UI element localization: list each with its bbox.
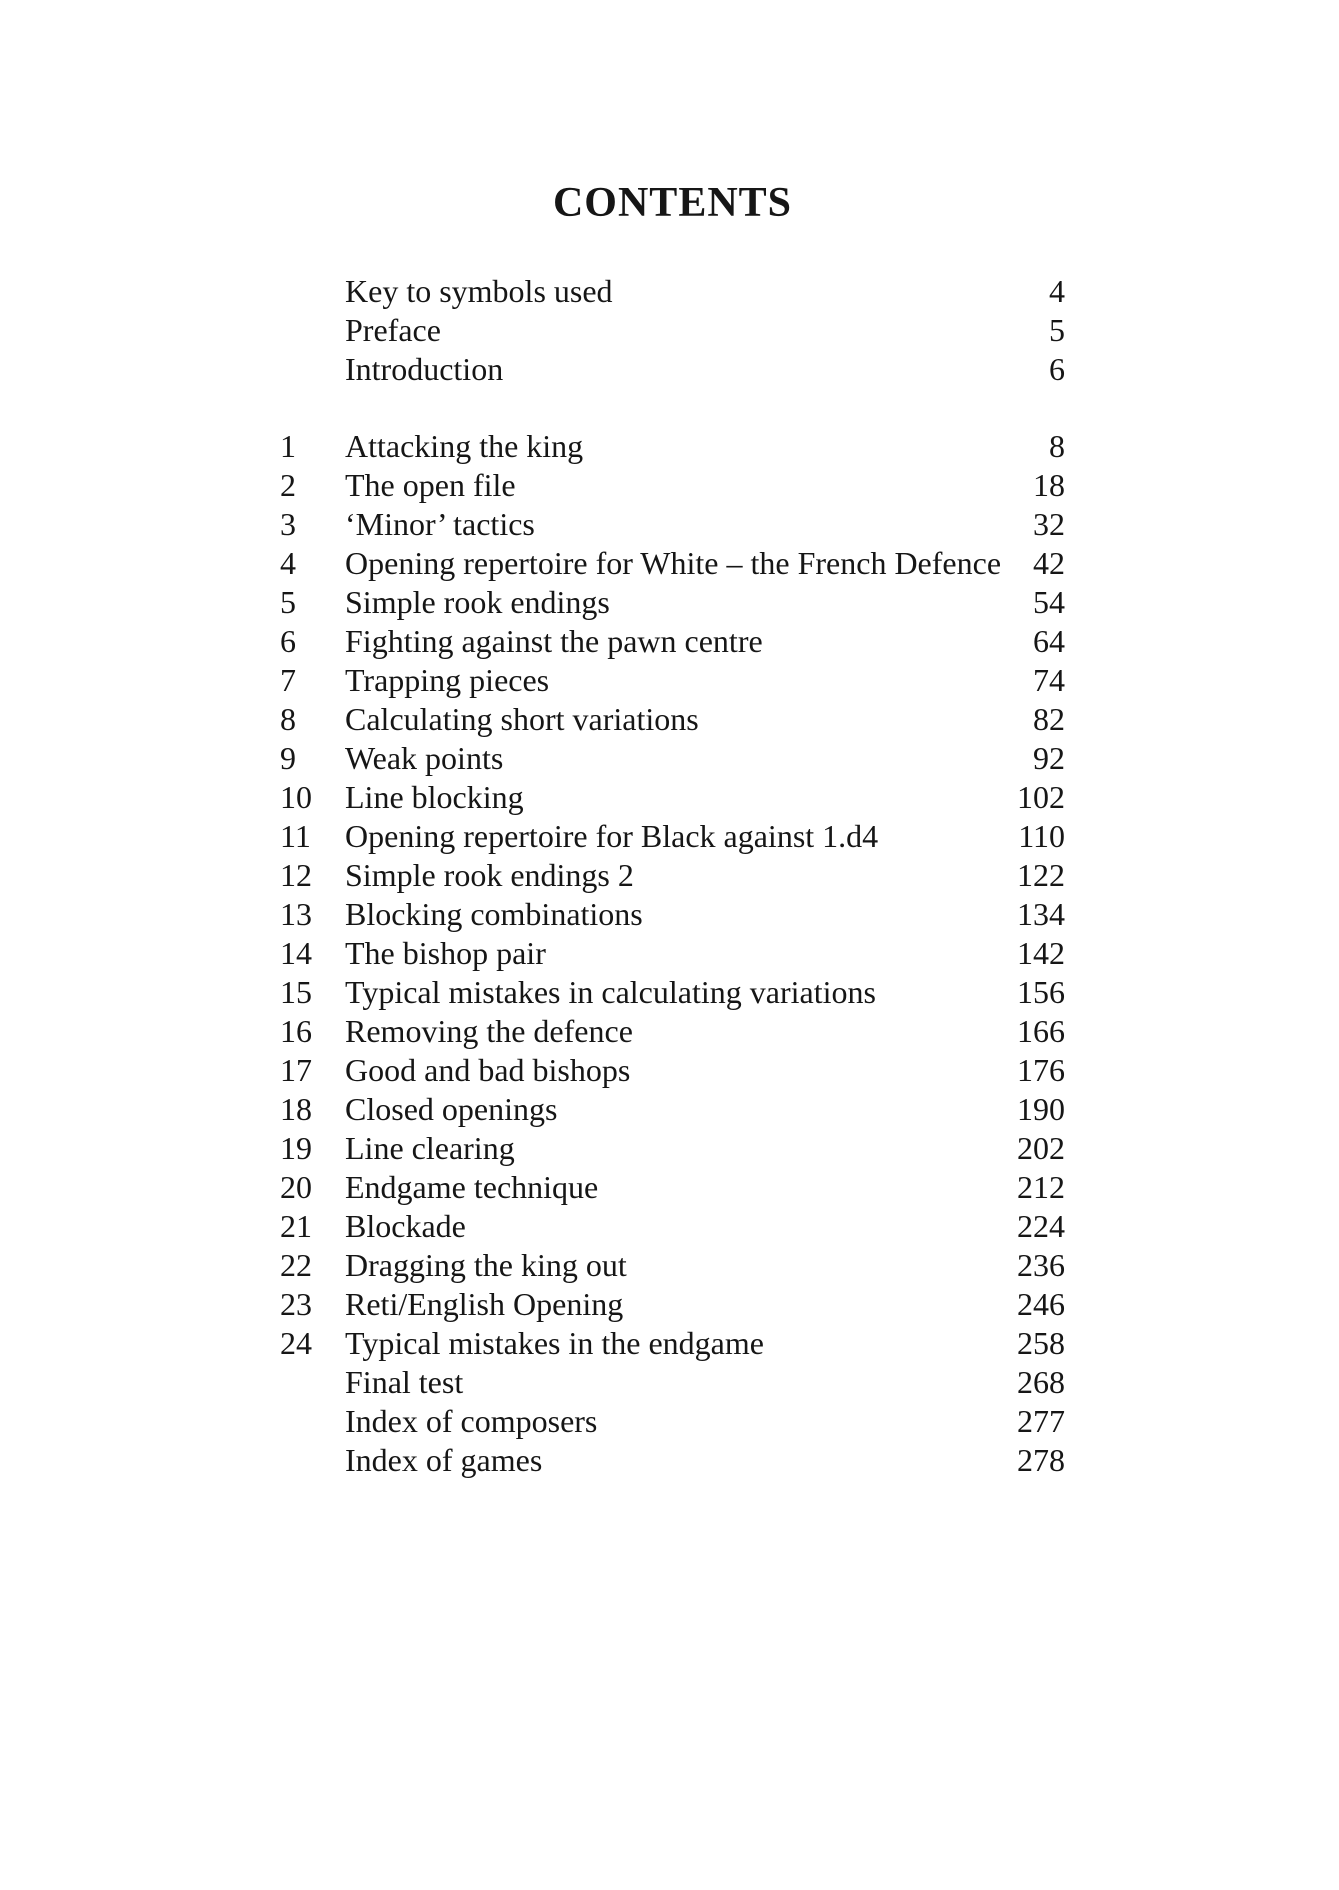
toc-entry [280, 700, 1065, 739]
toc-entry [280, 505, 1065, 544]
toc-entry-page: 268 [1017, 1364, 1065, 1400]
toc-entry-number: 20 [280, 1169, 312, 1205]
toc-entry [280, 1402, 1065, 1441]
toc-entry-page: 134 [1017, 896, 1065, 932]
toc-content [280, 0, 1065, 1480]
toc-entry-number: 19 [280, 1130, 312, 1166]
toc-entry-number: 23 [280, 1286, 312, 1322]
toc-entry-number: 4 [280, 545, 296, 581]
toc-entry-page: 166 [1017, 1013, 1065, 1049]
toc-entry [280, 544, 1065, 583]
toc-entry-title: Blocking combinations [345, 896, 643, 932]
toc-entry-title: Typical mistakes in the endgame [345, 1325, 764, 1361]
toc-entry-title: Removing the defence [345, 1013, 633, 1049]
toc-entry [280, 466, 1065, 505]
toc-entry-page: 142 [1017, 935, 1065, 971]
toc-entry-title: Attacking the king [345, 428, 584, 464]
toc-entry-page: 8 [1049, 428, 1065, 464]
toc-entry-title: Blockade [345, 1208, 466, 1244]
toc-entry-title: Reti/English Opening [345, 1286, 624, 1322]
toc-entry-title: Preface [345, 312, 441, 348]
toc-entry-page: 92 [1033, 740, 1065, 776]
toc-entry-number: 18 [280, 1091, 312, 1127]
toc-entry-number: 11 [280, 818, 311, 854]
toc-entry-page: 42 [1033, 545, 1065, 581]
toc-entry [280, 817, 1065, 856]
toc-entry-number: 9 [280, 740, 296, 776]
toc-entry-title: Opening repertoire for White – the French Defence [345, 545, 1002, 581]
toc-entry-number: 10 [280, 779, 312, 815]
toc-entry [280, 1441, 1065, 1480]
toc-entry-page: 156 [1017, 974, 1065, 1010]
page-title: CONTENTS [552, 180, 793, 226]
toc-entry [280, 1129, 1065, 1168]
toc-entry [280, 427, 1065, 466]
toc-entry-number: 15 [280, 974, 312, 1010]
toc-entry [280, 1012, 1065, 1051]
toc-entry-page: 5 [1049, 312, 1065, 348]
toc-entry-page: 4 [1049, 273, 1065, 309]
toc-entry-page: 102 [1017, 779, 1065, 815]
toc-entry-page: 176 [1017, 1052, 1065, 1088]
toc-entry-number: 3 [280, 506, 296, 542]
toc-entry [280, 622, 1065, 661]
toc-entry [280, 272, 1065, 311]
toc-entry-number: 17 [280, 1052, 312, 1088]
toc-entry-page: 64 [1033, 623, 1065, 659]
toc-entry [280, 1246, 1065, 1285]
toc-entry-page: 277 [1017, 1403, 1065, 1439]
toc-entry-title: Line blocking [345, 779, 524, 815]
toc-entry-title: Typical mistakes in calculating variations [345, 974, 876, 1010]
front-matter-list [280, 272, 1065, 389]
toc-entry-page: 236 [1017, 1247, 1065, 1283]
toc-entry [280, 311, 1065, 350]
toc-entry [280, 583, 1065, 622]
toc-entry-page: 122 [1017, 857, 1065, 893]
toc-entry-title: Good and bad bishops [345, 1052, 631, 1088]
toc-entry-number: 5 [280, 584, 296, 620]
toc-entry-page: 278 [1017, 1442, 1065, 1478]
toc-entry-number: 16 [280, 1013, 312, 1049]
toc-entry-page: 190 [1017, 1091, 1065, 1127]
toc-entry [280, 1051, 1065, 1090]
toc-entry [280, 1285, 1065, 1324]
toc-entry [280, 856, 1065, 895]
toc-entry-number: 22 [280, 1247, 312, 1283]
toc-entry [280, 1207, 1065, 1246]
end-matter-list [280, 1363, 1065, 1480]
toc-entry-page: 74 [1033, 662, 1065, 698]
toc-entry-title: Introduction [345, 351, 504, 387]
toc-entry-title: The bishop pair [345, 935, 546, 971]
toc-entry-page: 6 [1049, 351, 1065, 387]
toc-entry [280, 934, 1065, 973]
toc-entry-page: 224 [1017, 1208, 1065, 1244]
toc-entry-number: 21 [280, 1208, 312, 1244]
toc-entry-title: Weak points [345, 740, 504, 776]
toc-entry-page: 212 [1017, 1169, 1065, 1205]
toc-entry-title: Index of composers [345, 1403, 598, 1439]
toc-entry-number: 12 [280, 857, 312, 893]
toc-entry [280, 778, 1065, 817]
toc-entry-number: 1 [280, 428, 296, 464]
toc-entry-number: 7 [280, 662, 296, 698]
toc-entry-page: 54 [1033, 584, 1065, 620]
toc-entry-title: Key to symbols used [345, 273, 613, 309]
toc-entry-title: Simple rook endings [345, 584, 610, 620]
toc-entry-page: 18 [1033, 467, 1065, 503]
toc-entry-title: Final test [345, 1364, 464, 1400]
toc-entry [280, 1324, 1065, 1363]
toc-entry-title: Endgame technique [345, 1169, 599, 1205]
toc-entry-title: The open file [345, 467, 516, 503]
toc-entry-page: 258 [1017, 1325, 1065, 1361]
toc-entry-page: 82 [1033, 701, 1065, 737]
toc-entry-title: Dragging the king out [345, 1247, 627, 1283]
toc-entry-title: Calculating short variations [345, 701, 699, 737]
toc-entry [280, 661, 1065, 700]
toc-entry-title: Simple rook endings 2 [345, 857, 634, 893]
toc-entry-page: 110 [1018, 818, 1065, 854]
toc-entry-number: 24 [280, 1325, 312, 1361]
toc-entry-number: 14 [280, 935, 312, 971]
toc-entry [280, 1090, 1065, 1129]
toc-entry-title: Fighting against the pawn centre [345, 623, 763, 659]
toc-entry [280, 739, 1065, 778]
toc-entry-number: 8 [280, 701, 296, 737]
toc-entry [280, 973, 1065, 1012]
toc-entry [280, 895, 1065, 934]
toc-entry-number: 6 [280, 623, 296, 659]
toc-entry [280, 1168, 1065, 1207]
toc-entry-page: 32 [1033, 506, 1065, 542]
toc-entry-number: 13 [280, 896, 312, 932]
toc-entry-title: Line clearing [345, 1130, 515, 1166]
toc-entry-number: 2 [280, 467, 296, 503]
toc-entry [280, 1363, 1065, 1402]
chapter-list [280, 427, 1065, 1363]
toc-entry-page: 246 [1017, 1286, 1065, 1322]
toc-entry-title: ‘Minor’ tactics [345, 506, 535, 542]
toc-entry-title: Index of games [345, 1442, 543, 1478]
toc-entry-title: Trapping pieces [345, 662, 550, 698]
toc-entry-title: Closed openings [345, 1091, 558, 1127]
toc-entry-page: 202 [1017, 1130, 1065, 1166]
toc-entry [280, 350, 1065, 389]
toc-entry-title: Opening repertoire for Black against 1.d4 [345, 818, 879, 854]
